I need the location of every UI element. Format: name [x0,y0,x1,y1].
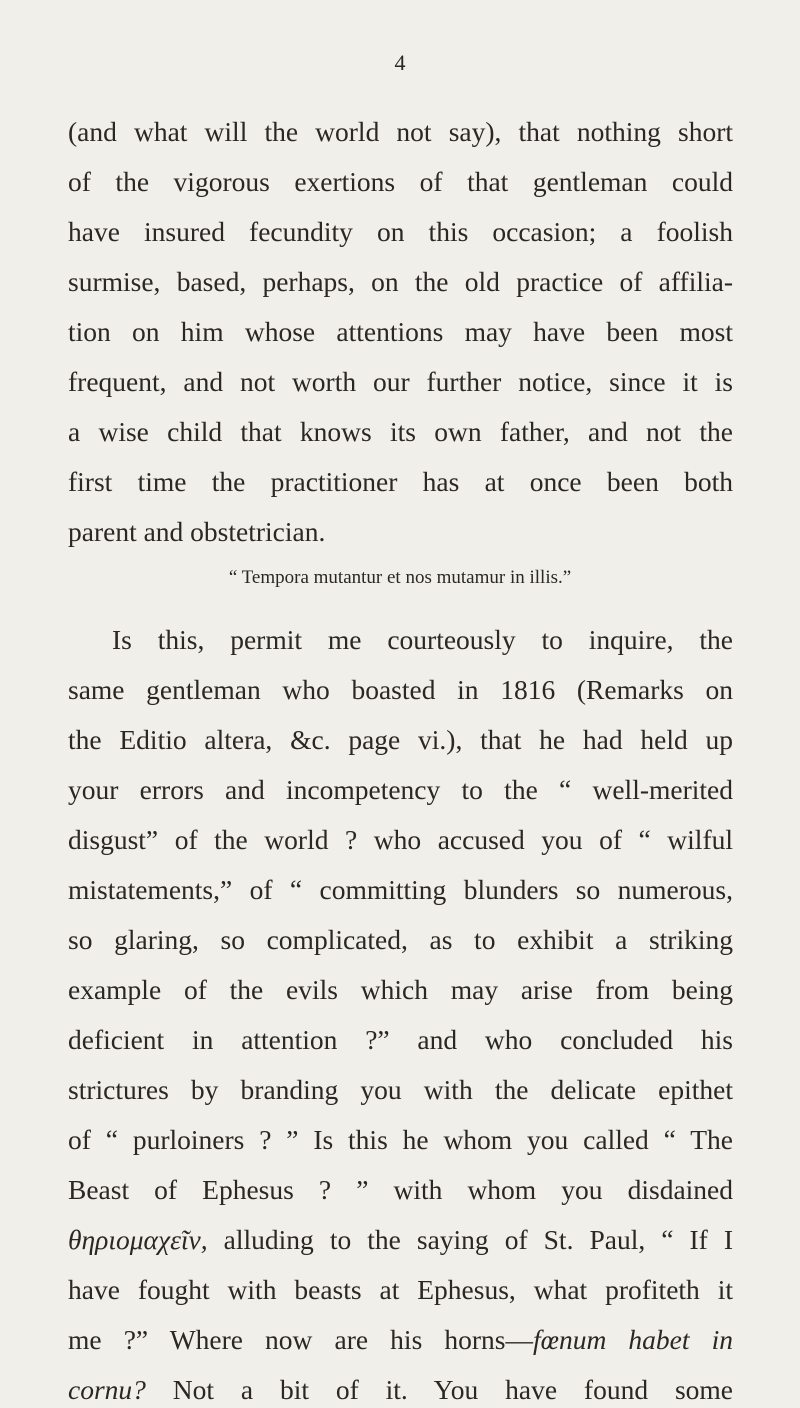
page-number: 4 [394,50,406,75]
paragraph-2-line-13 [68,1222,733,1258]
paragraph-2-line-6: mistatements,” of “ committing blunders so numerous, [68,874,733,905]
paragraph-2-line-14: have fought with beasts at Ephesus, what profiteth it [68,1274,733,1305]
paragraph-2-line-2: same gentleman who boasted in 1816 (Remarks on [68,674,733,705]
latin-word-cornu: cornu? [68,1374,146,1405]
paragraph-1-line-5: tion on him whose attentions may have been most [68,316,733,347]
paragraph-2-line-7: so glaring, so complicated, as to exhibit a striking [68,924,733,955]
paragraph-2-line-16 [68,1372,733,1408]
paragraph-1-line-1: (and what will the world not say), that nothing short [68,116,733,147]
latin-phrase: fœnum habet in [532,1324,733,1355]
epigraph-quote: “ Tempora mutantur et nos mutamur in illis.” [228,567,572,588]
paragraph-1-line-4: surmise, based, perhaps, on the old practice of affilia- [68,266,733,297]
paragraph-2-line-5: disgust” of the world ? who accused you of “ wilful [68,824,733,855]
paragraph-2-line-8: example of the evils which may arise from being [68,974,733,1005]
paragraph-2-line-11: of “ purloiners ? ” Is this he whom you called “ The [68,1124,733,1155]
paragraph-2-line-9: deficient in attention ?” and who concluded his [68,1024,733,1055]
paragraph-2-line-1: Is this, permit me courteously to inquire, the [112,624,733,655]
paragraph-2-line-4: your errors and incompetency to the “ well-merited [68,774,733,805]
paragraph-1-line-9: parent and obstetrician. [68,516,326,547]
last-line-rest: Not a bit of it. You have found some [145,1374,733,1405]
paragraph-1-line-2: of the vigorous exertions of that gentleman could [68,166,733,197]
line-me-start: me ?” Where now are his horns— [68,1324,533,1355]
greek-word: θηριομαχεῖν, [68,1224,208,1255]
paragraph-1-line-8: first time the practitioner has at once been both [68,466,733,497]
paragraph-2-line-10: strictures by branding you with the delicate epithet [68,1074,733,1105]
paragraph-2-line-12: Beast of Ephesus ? ” with whom you disdained [68,1174,733,1205]
paragraph-2-line-15 [68,1322,733,1358]
paragraph-1-line-3: have insured fecundity on this occasion; a foolish [68,216,733,247]
paragraph-2-line-3: the Editio altera, &c. page vi.), that he had held up [68,724,733,755]
paragraph-1-line-6: frequent, and not worth our further notice, since it is [68,366,733,397]
paragraph-1-line-7: a wise child that knows its own father, and not the [68,416,733,447]
greek-line-rest: alluding to the saying of St. Paul, “ If I [207,1224,733,1255]
